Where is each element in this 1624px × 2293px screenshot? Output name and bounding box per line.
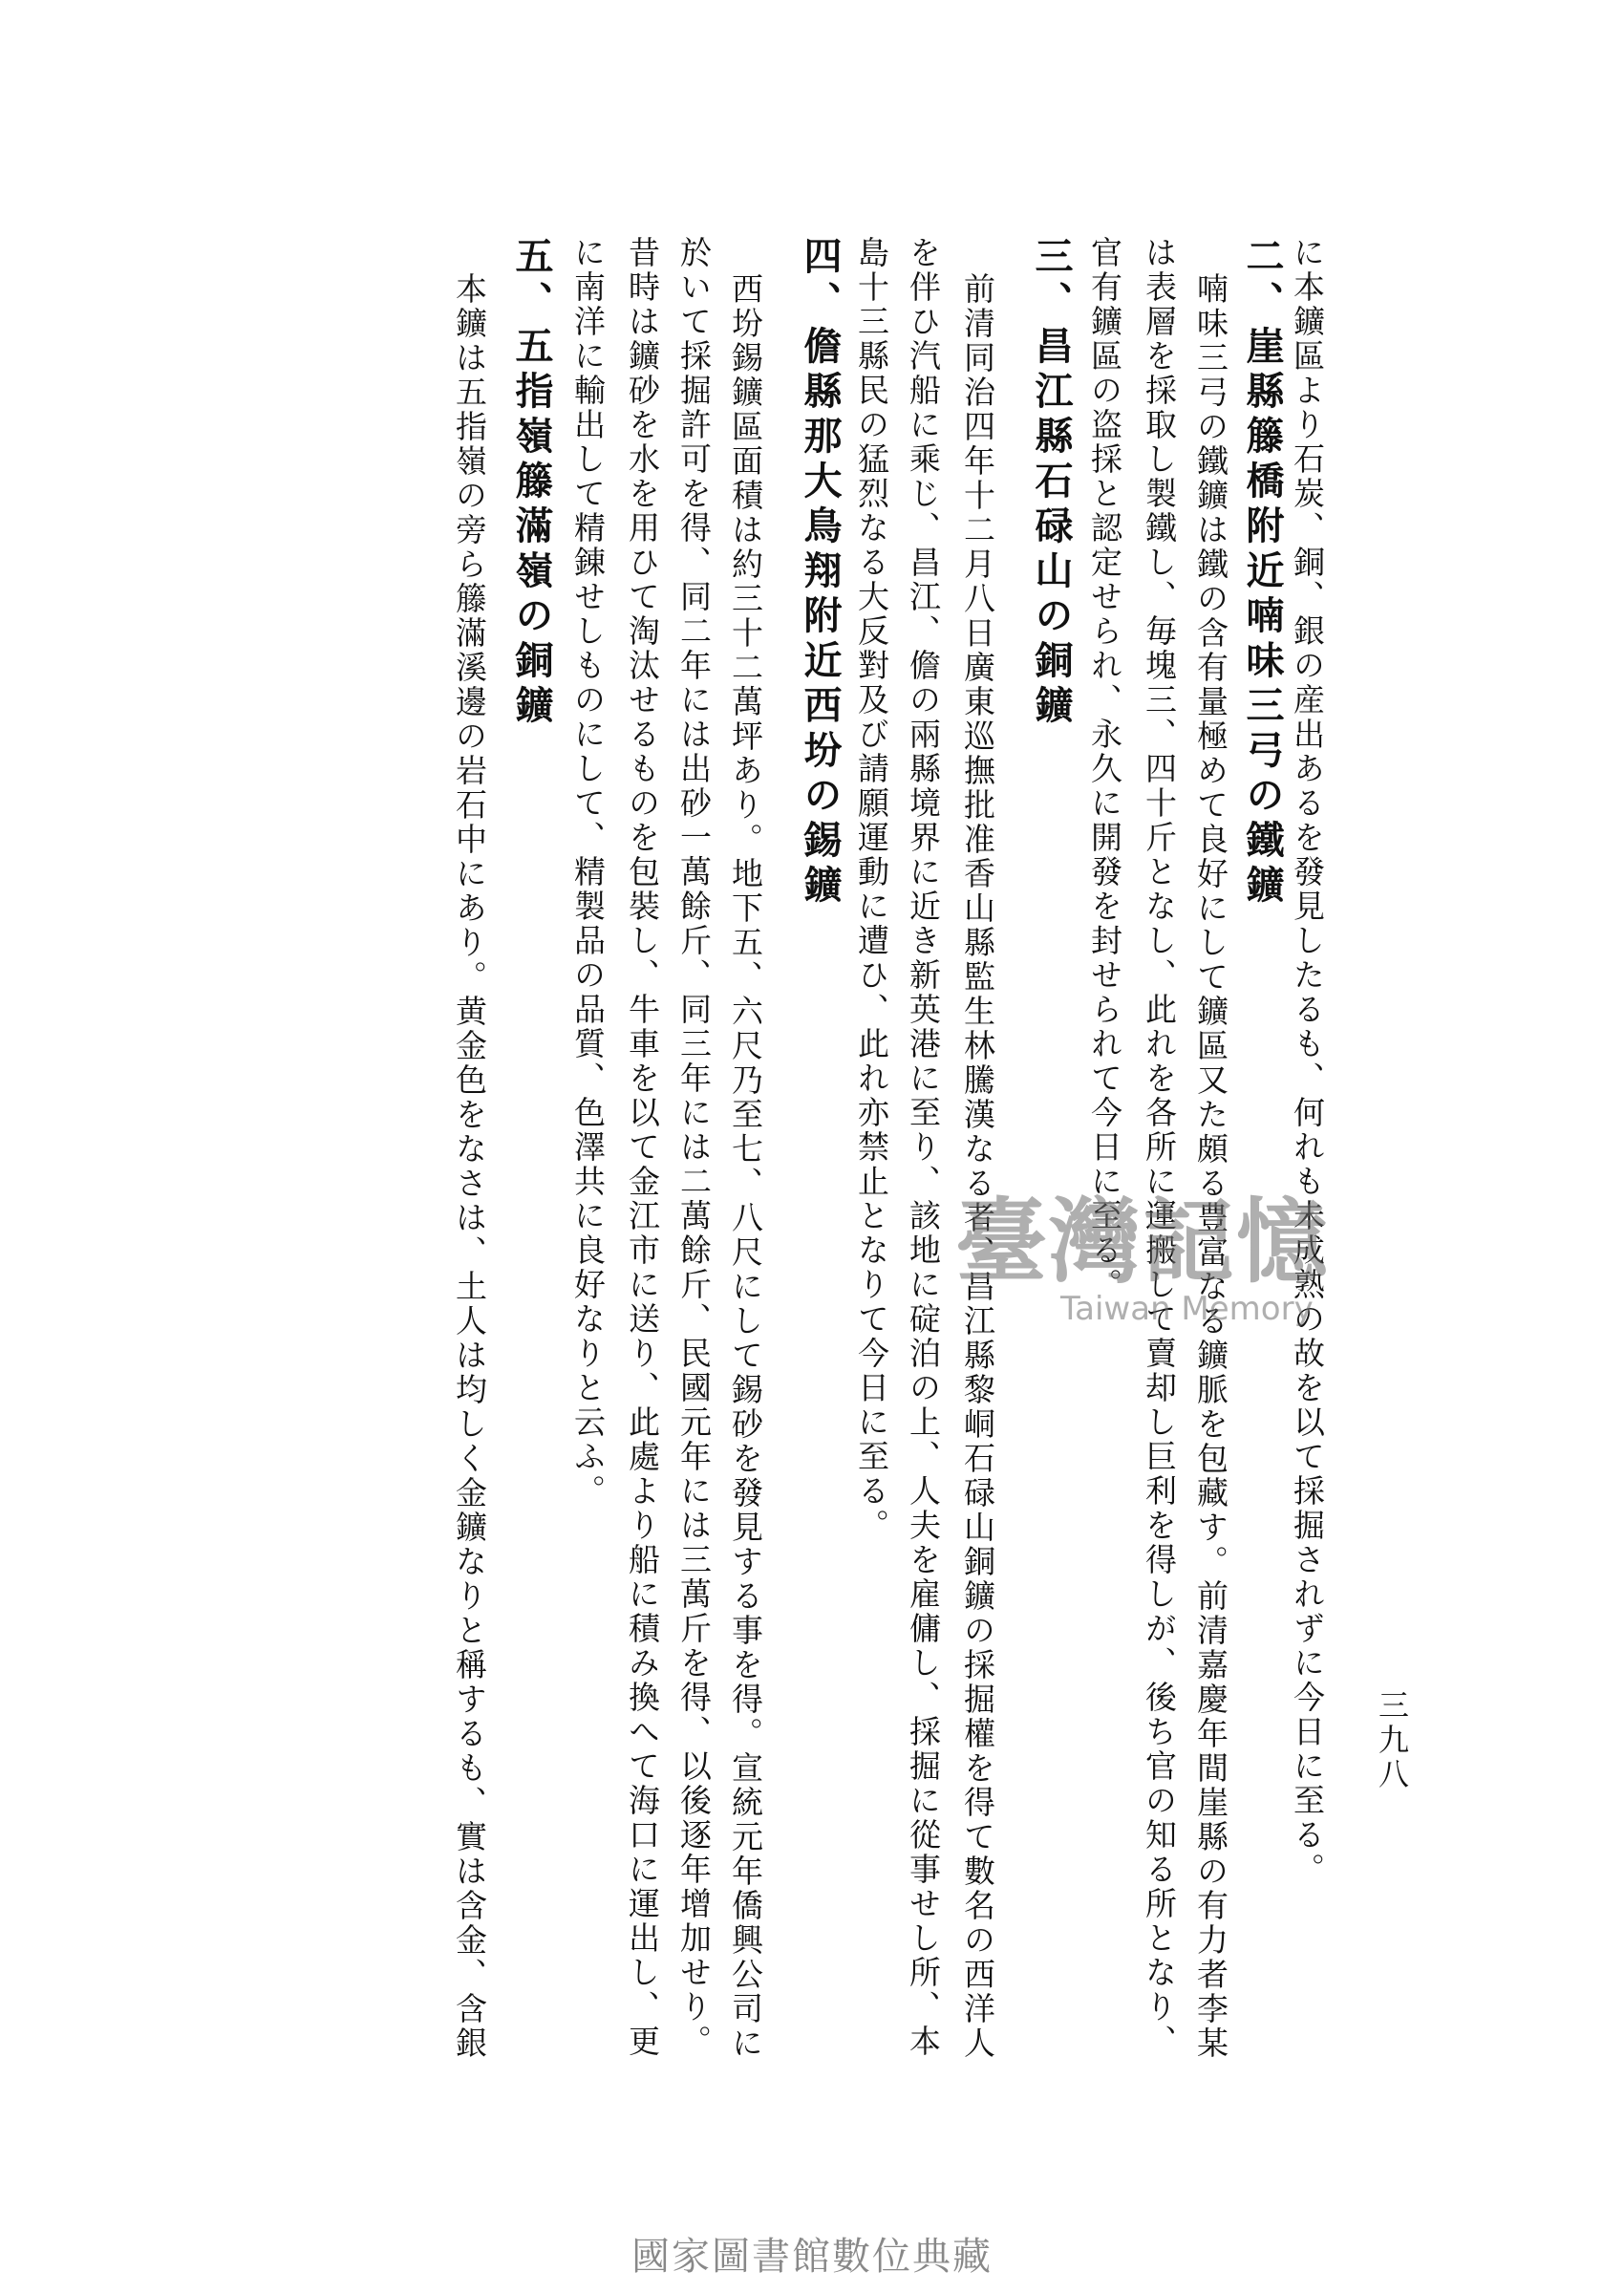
text-column: 官有鑛區の盗採と認定せられ、永久に開發を封せられて今日に至る。 bbox=[1086, 236, 1123, 1302]
text-column: 島十三縣民の猛烈なる大反對及び請願運動に遭ひ、此れ亦禁止となりて今日に至る。 bbox=[853, 236, 890, 1543]
section-heading: 二、崖縣籐橋附近喃味三弓の鐵鑛 bbox=[1240, 236, 1285, 910]
section-heading: 四、儋縣那大鳥翔附近西坋の錫鑛 bbox=[798, 236, 843, 910]
text-column: を伴ひ汽船に乘じ、昌江、儋の兩縣境界に近き新英港に至り、該地に碇泊の上、人夫を雇傭し、採掘に從事せし所、本 bbox=[905, 236, 942, 2059]
section-heading: 三、昌江縣石碌山の銅鑛 bbox=[1029, 236, 1074, 730]
text-column: 前清同治四年十二月八日廣東巡撫批准香山縣監生林騰漢なる者、昌江縣黎峒石碌山銅鑛の採掘權を得て數名の西洋人 bbox=[959, 272, 996, 2061]
footer-credit: 國家圖書館數位典藏 bbox=[631, 2235, 993, 2279]
text-column: 昔時は鑛砂を水を用ひて淘汰せるものを包裝し、牛車を以て金江市に送り、此處より船に積み換へて海口に運出し、更 bbox=[624, 236, 661, 2059]
text-column: は表層を採取し製鐵し、毎塊三、四十斤となし、此れを各所に運搬して賣却し巨利を得しが、後ち官の知る所となり、 bbox=[1141, 236, 1178, 2059]
page-number: 三九八 bbox=[1374, 1689, 1410, 1792]
text-column: 本鑛は五指嶺の旁ら籐滿溪邊の岩石中にあり。黄金色をなさは、土人は均しく金鑛なりと稱するも、實は含金、含銀 bbox=[451, 272, 488, 2061]
text-column: 喃味三弓の鐵鑛は鐵の含有量極めて良好にして鑛區又た頗る豊富なる鑛脈を包藏す。前清嘉慶年間崖縣の有力者李某 bbox=[1192, 272, 1229, 2061]
watermark-cjk: 臺灣記憶 bbox=[955, 1188, 1330, 1296]
text-column: 於いて採掘許可を得、同二年には出砂一萬餘斤、同三年には二萬餘斤、民國元年には三萬斤を得、以後逐年增加せり。 bbox=[675, 236, 713, 2059]
text-column: に南洋に輸出して精錬せしものにして、精製品の品質、色澤共に良好なりと云ふ。 bbox=[569, 236, 607, 1509]
text-column: 西坋錫鑛區面積は約三十二萬坪あり。地下五、六尺乃至七、八尺にして錫砂を發見する事を得。宣統元年僑興公司に bbox=[727, 272, 764, 2061]
text-column: に本鑛區より石炭、銅、銀の産出あるを發見したるも、何れも未成熟の故を以て採掘されずに今日に至る。 bbox=[1289, 236, 1326, 1887]
watermark-latin: Taiwan Memory bbox=[1060, 1290, 1314, 1328]
section-heading: 五、五指嶺籐滿嶺の銅鑛 bbox=[509, 236, 554, 730]
